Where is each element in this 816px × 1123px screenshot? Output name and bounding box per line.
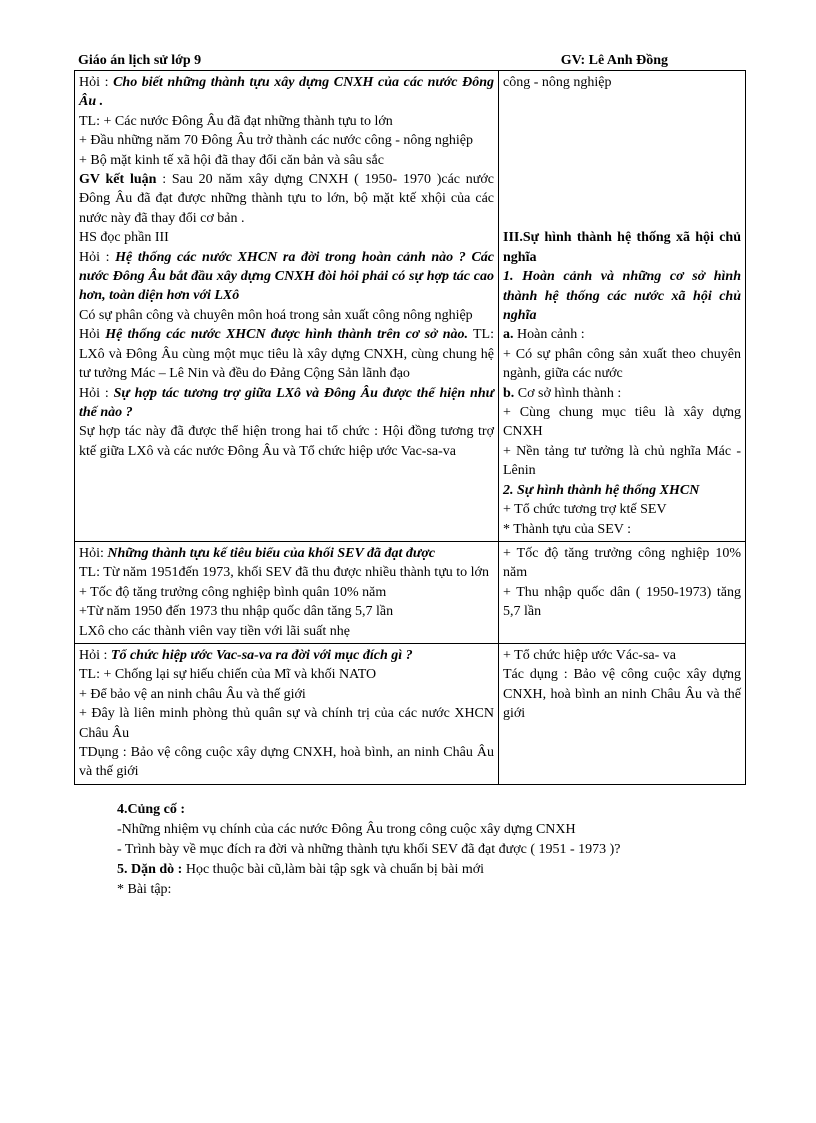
- item-a: a. Hoàn cảnh :: [503, 327, 585, 343]
- right-cell-2: [499, 541, 746, 643]
- question-2: Hỏi : Hệ thống các nước XHCN ra đời trong hoàn cảnh nào ? Các nước Đông Âu bắt đầu xây dựng CNXH đòi hỏi phải có sự hợp tác cao hơn, toàn diện hơn với LXô: [79, 249, 494, 304]
- bullet-line: + Thu nhập quốc dân ( 1950-1973) tăng 5,7 lần: [503, 584, 741, 620]
- question-4: Hỏi : Sự hợp tác tương trợ giữa LXô và Đông Âu được thể hiện như thế nào ?: [79, 385, 495, 420]
- answer-line: + Đây là liên minh phòng thủ quân sự và chính trị của các nước XHCN Châu Âu: [79, 706, 494, 741]
- answer-line: + Để bảo vệ an ninh châu Âu và thế giới: [79, 686, 306, 702]
- question-6: Hỏi : Tổ chức hiệp ước Vac-sa-va ra đời với mục đích gì ?: [79, 647, 413, 663]
- answer-line: TL: Từ năm 1951đến 1973, khối SEV đã thu được nhiều thành tựu to lớn: [79, 565, 489, 581]
- subsection-heading: 2. Sự hình thành hệ thống XHCN: [503, 482, 700, 498]
- answer-line: Có sự phân công và chuyên môn hoá trong sản xuất công nông nghiệp: [79, 307, 473, 323]
- student-read: HS đọc phần III: [79, 230, 169, 246]
- lesson-table: [74, 70, 746, 785]
- answer-line: + Bộ mặt kinh tế xã hội đã thay đổi căn bản và sâu sắc: [79, 152, 384, 168]
- bullet-line: + Cùng chung mục tiêu là xây dựng CNXH: [503, 405, 741, 440]
- table-row: [75, 71, 746, 542]
- homework-line: 5. Dặn dò : Học thuộc bài cũ,làm bài tập sgk và chuẩn bị bài mới: [117, 862, 485, 877]
- left-cell-2: [75, 541, 499, 643]
- header-teacher: GV: Lê Anh Đồng: [560, 53, 668, 68]
- bullet-line: * Thành tựu của SEV :: [503, 521, 632, 537]
- answer-line: TDụng : Bảo vệ công cuộc xây dựng CNXH, hoà bình, an ninh Châu Âu và thế giới: [79, 744, 494, 780]
- left-cell-3: [75, 643, 499, 784]
- answer-line: Sự hợp tác này đã được thể hiện trong hai tổ chức : Hội đồng tương trợ ktế giữa LXô và các nước Đông Âu và Tổ chức hiệp ước Vac-sa-va: [79, 424, 494, 459]
- bullet-line: + Tổ chức hiệp ước Vác-sa- va: [503, 647, 677, 663]
- right-cell-1: [499, 71, 746, 542]
- continued-text: công - nông nghiệp: [503, 75, 612, 90]
- section-heading: III.Sự hình thành hệ thống xã hội chủ nghĩa: [503, 230, 741, 265]
- item-b: b. Cơ sở hình thành :: [503, 385, 622, 401]
- question-3: Hỏi Hệ thống các nước XHCN được hình thành trên cơ sở nào. TL: LXô và Đông Âu cùng một mục tiêu là xây dựng CNXH, cùng chung hệ tư tưởng Mác – Lê Nin và đều do Đảng Cộng Sản lãnh đạo: [79, 327, 494, 382]
- bullet-line: + Tốc độ tăng trưởng công nghiệp 10% năm: [503, 545, 741, 581]
- bullet-line: + Có sự phân công sản xuất theo chuyên ngành, giữa các nước: [503, 346, 741, 382]
- question-5: Hỏi: Những thành tựu kế tiêu biểu của khối SEV đã đạt được: [79, 545, 436, 561]
- answer-line: +Từ năm 1950 đến 1973 thu nhập quốc dân tăng 5,7 lần: [79, 604, 394, 620]
- consolidate-item: -Những nhiệm vụ chính của các nước Đông Âu trong công cuộc xây dựng CNXH: [117, 822, 576, 837]
- bullet-line: Tác dụng : Bảo vệ công cuộc xây dựng CNXH, hoà bình an ninh Châu Âu và thế giới: [503, 667, 741, 722]
- right-cell-3: [499, 643, 746, 784]
- table-row: [75, 643, 746, 784]
- answer-line: + Tốc độ tăng trưởng công nghiệp bình quân 10% năm: [79, 584, 387, 600]
- consolidate-heading: 4.Củng cố :: [117, 802, 186, 817]
- answer-line: LXô cho các thành viên vay tiền với lãi suất nhẹ: [79, 623, 350, 639]
- answer-line: + Đầu những năm 70 Đông Âu trở thành các nước công - nông nghiệp: [79, 133, 474, 149]
- subsection-heading: 1. Hoàn cảnh và những cơ sở hình thành hệ thống các nước xã hội chủ nghĩa: [503, 269, 741, 324]
- answer-line: TL: + Các nước Đông Âu đã đạt những thành tựu to lớn: [79, 113, 393, 129]
- page-header: [78, 53, 668, 71]
- table-row: [75, 541, 746, 643]
- consolidate-item: - Trình bày về mục đích ra đời và những thành tựu khối SEV đã đạt được ( 1951 - 1973 )?: [117, 842, 621, 857]
- bullet-line: + Nền tảng tư tưởng là chủ nghĩa Mác - Lênin: [503, 443, 741, 479]
- question-1: Hỏi : Cho biết những thành tựu xây dựng CNXH của các nước Đông Âu .: [79, 75, 495, 110]
- answer-line: TL: + Chống lại sự hiếu chiến của Mĩ và khối NATO: [79, 667, 377, 683]
- exercise-line: * Bài tập:: [117, 882, 172, 897]
- teacher-conclusion: GV kết luận : Sau 20 năm xây dựng CNXH ( 1950- 1970 )các nước Đông Âu đã đạt được những thành tựu to lớn, bộ mặt ktế xhội của các nước này đã thay đổi cơ bản .: [79, 172, 494, 226]
- left-cell-1: [75, 71, 499, 542]
- bullet-line: + Tổ chức tương trợ ktế SEV: [503, 502, 667, 518]
- header-subject: Giáo án lịch sử lớp 9: [78, 53, 202, 68]
